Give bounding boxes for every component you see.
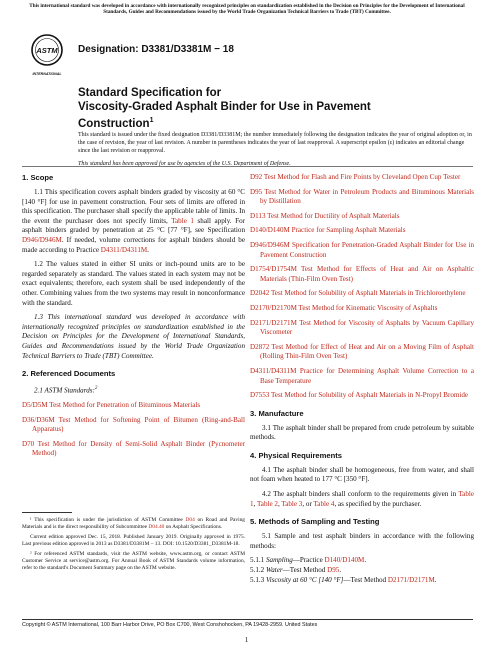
reference-item: D140/D140M Practice for Sampling Asphalt Materials: [250, 226, 406, 235]
manufacture-heading: 3. Manufacture: [250, 408, 304, 418]
reference-item: D70 Test Method for Density of Semi-Solid Asphalt Binder (Pycnometer Method): [22, 439, 245, 458]
scope-heading: 1. Scope: [22, 173, 54, 182]
reference-item: D95 Test Method for Water in Petroleum Products and Bituminous Materials by Distillation: [250, 187, 474, 206]
subcommittee-link[interactable]: D04.40: [148, 524, 165, 530]
left-column: [22, 173, 245, 464]
paragraph-1-3: 1.3 This international standard was developed in accordance with internationally recognized principles on standardization established in the Decision on Principles for the Development of International Standards, Guides and Recommendations issued by the World Trade Organization Technical Barriers to Trade (TBT) Committee.: [22, 313, 245, 360]
svg-text:ASTM: ASTM: [36, 46, 58, 55]
reference-item: D2872 Test Method for Effect of Heat and Air on a Moving Film of Asphalt (Rolling Thin-Film Oven Test): [250, 342, 474, 361]
ref-link-d140[interactable]: D140/D140M: [324, 556, 365, 565]
ref-code-link[interactable]: D2170/D2170M: [250, 303, 297, 312]
reference-item: D4311/D4311M Practice for Determining Asphalt Volume Correction to a Base Temperature: [250, 366, 474, 385]
paragraph-4-2: 4.2 The asphalt binders shall conform to the requirements given in Table 1, Table 2, Table 3, or Table 4, as specified by the purchaser.: [250, 490, 474, 508]
designation: Designation: D3381/D3381M − 18: [78, 44, 234, 55]
footnotes: [22, 512, 245, 575]
reference-item: D5/D5M Test Method for Penetration of Bituminous Materials: [22, 401, 201, 410]
table-1-link[interactable]: Table 1: [171, 216, 194, 225]
reference-item: D2170/D2170M Test Method for Kinematic Viscosity of Asphalts: [250, 303, 438, 312]
paragraph-5-1-1: 5.1.1 Sampling—Practice D140/D140M.: [250, 556, 367, 565]
paragraph-4-1: 4.1 The asphalt binder shall be homogeneous, free from water, and shall not foam when heated to 177 °C [350 °F].: [250, 465, 474, 484]
document-title: [78, 86, 458, 131]
adoption-note: This standard has been approved for use by agencies of the U.S. Department of Defense.: [78, 160, 291, 167]
ref-code-link[interactable]: D2872: [250, 342, 270, 351]
ref-link-d4311[interactable]: D4311/D4311M: [100, 245, 148, 254]
ref-code-link[interactable]: D4311/D4311M: [250, 366, 297, 375]
reference-item: D7553 Test Method for Solubility of Asphalt Materials in N-Propyl Bromide: [250, 391, 469, 400]
paragraph-1-2: 1.2 The values stated in either SI units or inch-pound units are to be regarded separately as standard. The values stated in each system may not be exact equivalents; therefore, each system shall be used independently of the other. Combining values from the two systems may result in nonconformance with the standard.: [22, 260, 245, 307]
committee-link[interactable]: D04: [185, 517, 195, 523]
reference-list-right: [250, 173, 474, 401]
paragraph-5-1: 5.1 Sample and test asphalt binders in accordance with the following methods:: [250, 532, 474, 550]
reference-list-left: [22, 401, 245, 459]
footnote-2: ² For referenced ASTM standards, visit the ASTM website, www.astm.org, or contact ASTM Customer Service at service@astm.org. For Annual Book of ASTM Standards volume information, refer to the standard's Document Summary page on the ASTM website.: [22, 551, 245, 571]
ref-code-link[interactable]: D140/D140M: [250, 226, 290, 235]
footnote-1-edition: Current edition approved Dec. 15, 2018. Published January 2019. Originally approved in 1975. Last previous edition approved in 2013 as D3381/D3381M – 13. DOI: 10.1520/D3381_D3381M-18.: [22, 534, 245, 547]
international-standard-notice: This international standard was developed in accordance with internationally recognized principles on standardization established in the Decision on Principles for the Development of International Standards, Guides and Recommendations issued by the World Trade Organization Technical Barriers to Trade (TBT) Committee.: [29, 3, 465, 16]
ref-code-link[interactable]: D2042: [250, 289, 270, 298]
footnote-rule: [22, 512, 72, 513]
title-line-1: Standard Specification for: [78, 87, 222, 99]
reference-item: D113 Test Method for Ductility of Asphalt Materials: [250, 211, 400, 220]
ref-code-link[interactable]: D5/D5M: [22, 401, 48, 410]
reference-item: D2171/D2171M Test Method for Viscosity of Asphalts by Vacuum Capillary Viscometer: [250, 318, 474, 337]
footnote-1: ¹ This specification is under the jurisdiction of ASTM Committee D04 on Road and Paving Materials and is the direct responsibility of Subcommittee D04.40 on Asphalt Specifications.: [22, 517, 245, 530]
ref-code-link[interactable]: D113: [250, 211, 266, 220]
ref-link-d95[interactable]: D95: [327, 566, 340, 575]
table-1-link[interactable]: Table 1: [250, 490, 474, 508]
reference-item: D946/D946M Specification for Penetration-Graded Asphalt Binder for Use in Pavement Construction: [250, 240, 474, 259]
right-column: [250, 173, 474, 590]
methods-heading: 5. Methods of Sampling and Testing: [250, 517, 380, 527]
paragraph-5-1-3: 5.1.3 Viscosity at 60 °C [140 °F]—Test Method D2171/D2171M.: [250, 575, 437, 584]
table-3-link[interactable]: Table 3: [281, 499, 303, 508]
physical-requirements-heading: 4. Physical Requirements: [250, 450, 343, 460]
reference-item: D36/D36M Test Method for Softening Point of Bitumen (Ring-and-Ball Apparatus): [22, 415, 245, 434]
page-number: 1: [244, 636, 249, 644]
astm-logo: [30, 33, 64, 79]
title-line-3: Construction$^1$: [78, 117, 154, 130]
paragraph-5-1-2: 5.1.2 Water—Test Method D95.: [250, 566, 342, 575]
ref-code-link[interactable]: D70: [22, 439, 35, 448]
ref-code-link[interactable]: D36/D36M: [22, 415, 55, 424]
ref-code-link[interactable]: D946/D946M: [250, 240, 290, 249]
referenced-documents-heading: 2. Referenced Documents: [22, 369, 116, 379]
ref-link-d2171[interactable]: D2171/D2171M: [387, 575, 435, 584]
issued-note: This standard is issued under the fixed designation D3381/D3381M; the number immediately following the designation indicates the year of original adoption or, in the case of revision, the year of last revision. A number in parentheses indicates the year of last reapproval. A superscript epsilon (ε) indicates an editorial change since the last revision or reapproval.: [78, 132, 472, 155]
paragraph-2-1: 2.1 ASTM Standards:$^2$: [34, 386, 98, 395]
ref-code-link[interactable]: D1754/D1754M: [250, 265, 297, 274]
ref-link-d946[interactable]: D946/D946M: [22, 235, 62, 244]
ref-code-link[interactable]: D7553: [250, 391, 270, 400]
ref-code-link[interactable]: D95: [250, 187, 263, 196]
paragraph-1-1: 1.1 This specification covers asphalt binders graded by viscosity at 60 °C [140 °F] for use in pavement construction. Four sets of limits are offered in this specification. The purchaser shall specify the applicable table of limits. In the event the purchaser does not specify limits, Table 1 shall apply. For asphalt binders graded by penetration at 25 °C [77 °F], see Specification D946/D946M. If needed, volume corrections for asphalt binders should be made according to Practice D4311/D4311M.: [22, 188, 246, 254]
svg-text:INTERNATIONAL: INTERNATIONAL: [32, 72, 62, 76]
table-2-link[interactable]: Table 2: [256, 499, 278, 508]
reference-item: D1754/D1754M Test Method for Effects of Heat and Air on Asphaltic Materials (Thin-Film Oven Test): [250, 265, 474, 283]
divider: [22, 166, 473, 167]
title-line-2: Viscosity-Graded Asphalt Binder for Use in Pavement: [78, 101, 371, 113]
ref-code-link[interactable]: D2171/D2171M: [250, 318, 297, 327]
copyright-line: Copyright © ASTM International, 100 Barr Harbor Drive, PO Box C700, West Conshohocken, PA 19428-2959. United States: [22, 619, 473, 628]
paragraph-3-1: 3.1 The asphalt binder shall be prepared from crude petroleum by suitable methods.: [250, 423, 474, 442]
reference-item: D2042 Test Method for Solubility of Asphalt Materials in Trichloroethylene: [250, 289, 466, 298]
table-4-link[interactable]: Table 4: [313, 499, 335, 508]
ref-code-link[interactable]: D92: [250, 173, 263, 181]
reference-item: D92 Test Method for Flash and Fire Points by Cleveland Open Cup Tester: [250, 173, 461, 181]
